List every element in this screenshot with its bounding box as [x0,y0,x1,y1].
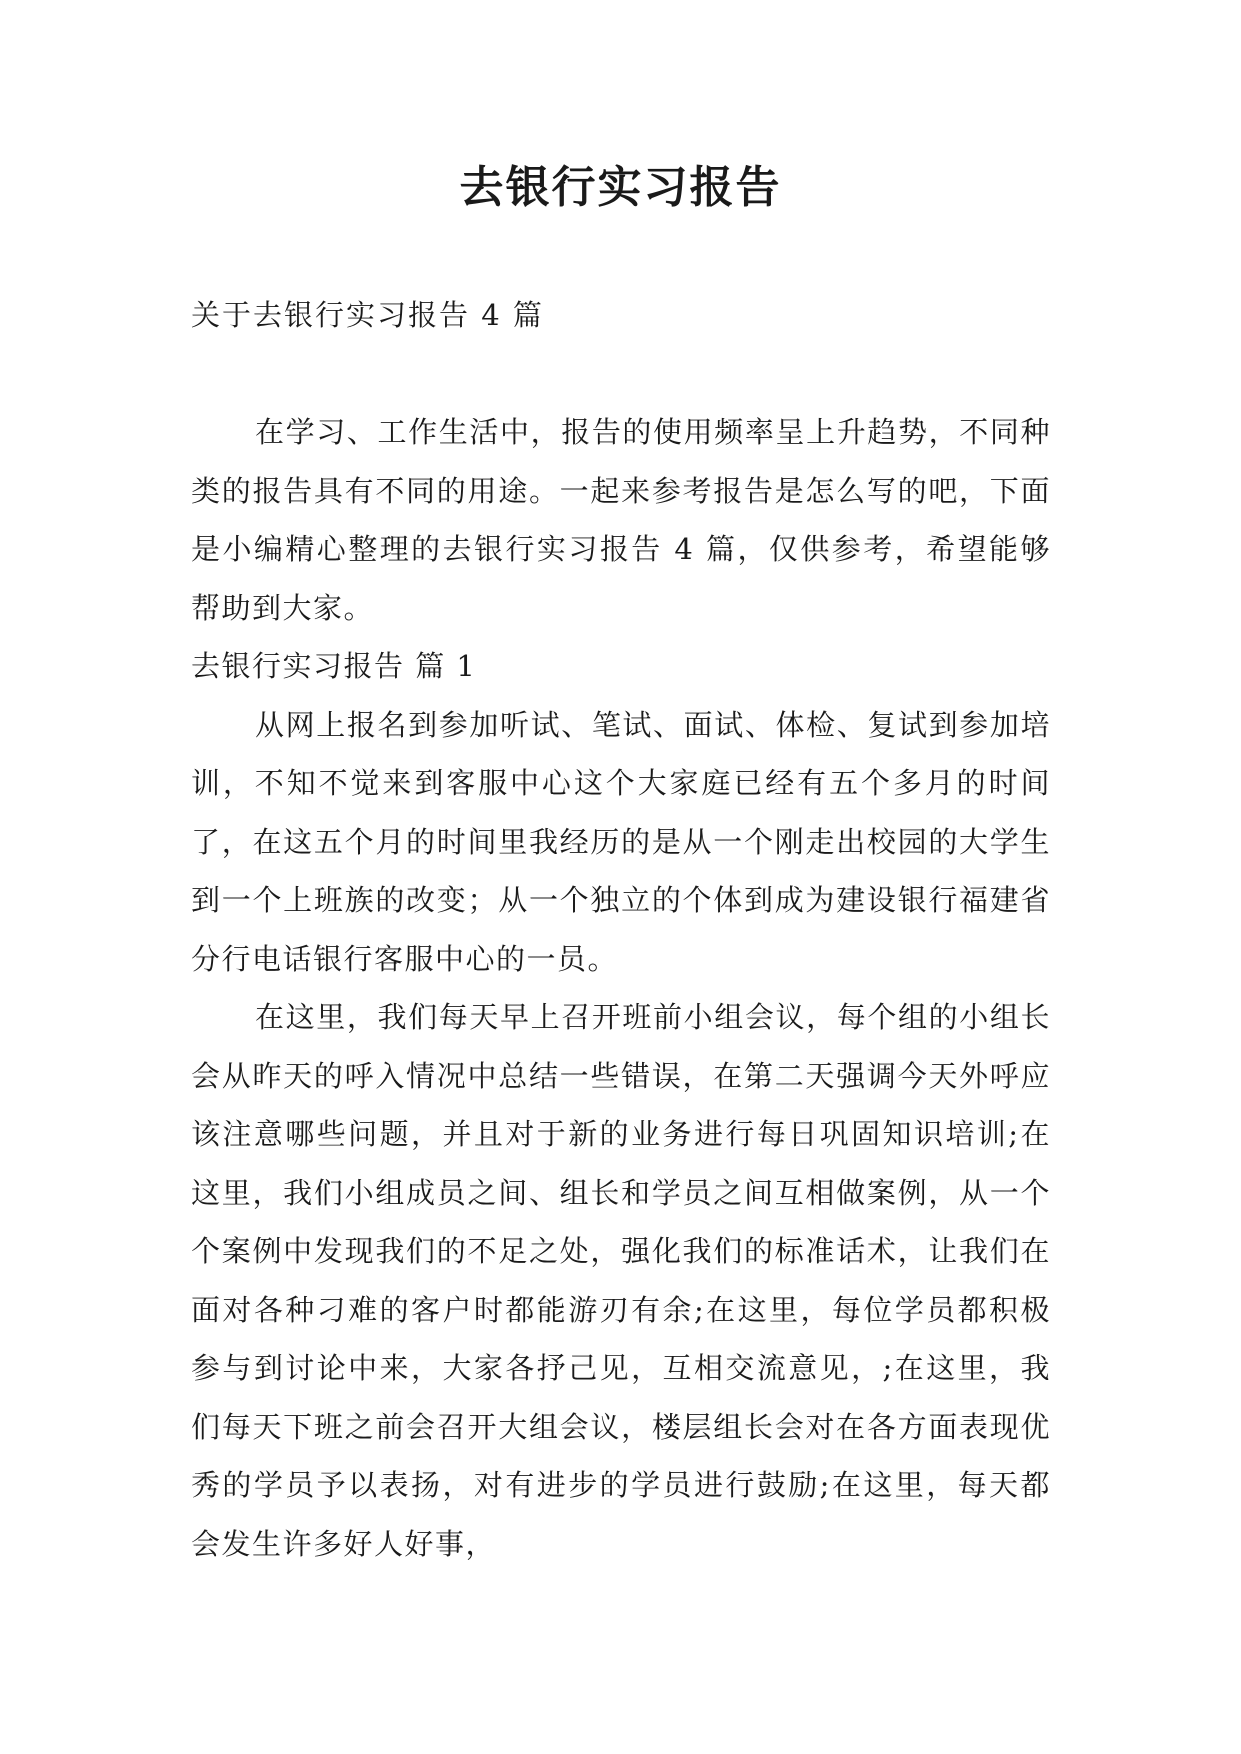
document-title: 去银行实习报告 [459,162,782,213]
intro-paragraph: 在学习、工作生活中，报告的使用频率呈上升趋势，不同种类的报告具有不同的用途。一起来参考报告是怎么写的吧，下面是小编精心整理的去银行实习报告 4 篇，仅供参考，希望能够帮助到大家。 [191,415,1051,625]
document-body [191,403,1051,1573]
document-subtitle: 关于去银行实习报告 4 篇 [191,298,544,332]
body-paragraph-2: 在这里，我们每天早上召开班前小组会议，每个组的小组长会从昨天的呼入情况中总结一些错误，在第二天强调今天外呼应该注意哪些问题，并且对于新的业务进行每日巩固知识培训;在这里，我们小组成员之间、组长和学员之间互相做案例，从一个个案例中发现我们的不足之处，强化我们的标准话术，让我们在面对各种刁难的客户时都能游刃有余;在这里，每位学员都积极参与到讨论中来，大家各抒己见，互相交流意见，;在这里，我们每天下班之前会召开大组会议，楼层组长会对在各方面表现优秀的学员予以表扬，对有进步的学员进行鼓励;在这里，每天都会发生许多好人好事， [191,1000,1051,1561]
body-paragraph-1: 从网上报名到参加听试、笔试、面试、体检、复试到参加培训，不知不觉来到客服中心这个大家庭已经有五个多月的时间了，在这五个月的时间里我经历的是从一个刚走出校园的大学生到一个上班族的改变；从一个独立的个体到成为建设银行福建省分行电话银行客服中心的一员。 [191,707,1051,976]
section-heading: 去银行实习报告 篇 1 [191,649,477,683]
